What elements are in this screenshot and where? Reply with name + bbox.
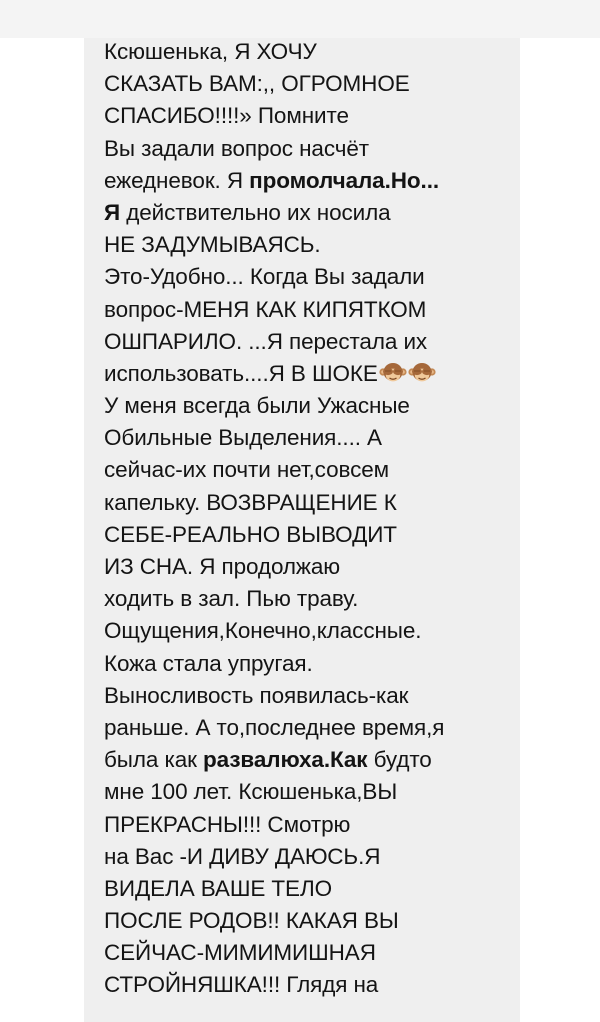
text-segment: ПРЕКРАСНЫ!!! Смотрю [104,811,351,837]
text-segment: на Вас -И ДИВУ ДАЮСЬ.Я [104,843,381,869]
message-bubble [84,38,520,1022]
see-no-evil-monkey-icon [408,360,436,384]
message-line [104,776,514,808]
bold-text-segment: промолчала.Но... [249,167,439,193]
message-line [104,133,514,165]
message-line [104,873,514,905]
text-segment: действительно их носила [120,199,391,225]
text-segment: вопрос-МЕНЯ КАК КИПЯТКОМ [104,296,427,322]
message-line [104,809,514,841]
text-segment: раньше. А то,последнее время,я [104,714,445,740]
message-line [104,100,514,132]
text-segment: ИЗ СНА. Я продолжаю [104,554,341,579]
message-line [104,326,514,358]
message-line [104,937,514,969]
text-segment: Вы задали вопрос насчёт [104,135,369,161]
message-line [104,294,514,326]
text-segment: Кожа стала упругая. [104,650,313,676]
text-segment: сейчас-их почти нет,совсем [104,457,390,483]
text-segment: ходить в зал. Пью траву. [104,586,359,612]
text-segment: У меня всегда были Ужасные [104,393,410,419]
text-segment: капельку. ВОЗВРАЩЕНИЕ К [104,489,397,515]
message-line [104,229,514,261]
message-line [104,422,514,454]
text-segment: Обильные Выделения.... А [104,425,382,451]
message-line [104,841,514,873]
text-segment: ежедневок. Я [104,167,250,193]
text-segment: СКАЗАТЬ ВАМ:,, ОГРОМНОЕ [104,71,410,97]
text-segment: ПОСЛЕ РОДОВ!! КАКАЯ ВЫ [104,908,399,934]
message-line [104,197,514,229]
message-line [104,487,514,519]
text-segment: Выносливость появилась-как [104,682,409,708]
message-line [104,905,514,937]
text-segment: Ксюшенька, Я ХОЧУ [104,39,317,64]
see-no-evil-monkey-icon [379,360,407,384]
message-line [104,583,514,615]
message-text [104,38,514,1002]
text-segment: СТРОЙНЯШКА!!! Глядя на [104,972,379,998]
text-segment: ОШПАРИЛО. ...Я перестала их [104,328,428,354]
message-line [104,454,514,486]
message-line [104,390,514,422]
message-line [104,712,514,744]
message-line [104,969,514,1001]
text-segment: Это-Удобно... Когда Вы задали [104,264,425,290]
text-segment: СПАСИБО!!!!» Помните [104,103,349,129]
text-segment: СЕБЕ-РЕАЛЬНО ВЫВОДИТ [104,521,397,547]
text-segment: использовать....Я В ШОКЕ [104,360,378,386]
top-background-strip [0,0,600,38]
message-line [104,648,514,680]
message-line [104,680,514,712]
text-segment: ВИДЕЛА ВАШЕ ТЕЛО [104,875,333,901]
text-segment: Ощущения,Конечно,классные. [104,618,422,644]
text-segment: была как [104,747,203,773]
message-line [104,261,514,293]
message-line [104,68,514,100]
bold-text-segment: Я [104,199,121,225]
text-segment: будто [367,747,432,773]
bold-text-segment: развалюха.Как [203,747,368,773]
message-line [104,744,514,776]
text-segment: НЕ ЗАДУМЫВАЯСЬ. [104,232,321,258]
message-line [104,519,514,551]
message-line [104,38,514,68]
message-line [104,551,514,583]
message-line [104,165,514,197]
message-line [104,615,514,647]
text-segment: мне 100 лет. Ксюшенька,ВЫ [104,779,398,805]
message-line [104,358,514,390]
text-segment: СЕЙЧАС-МИМИМИШНАЯ [104,940,376,966]
